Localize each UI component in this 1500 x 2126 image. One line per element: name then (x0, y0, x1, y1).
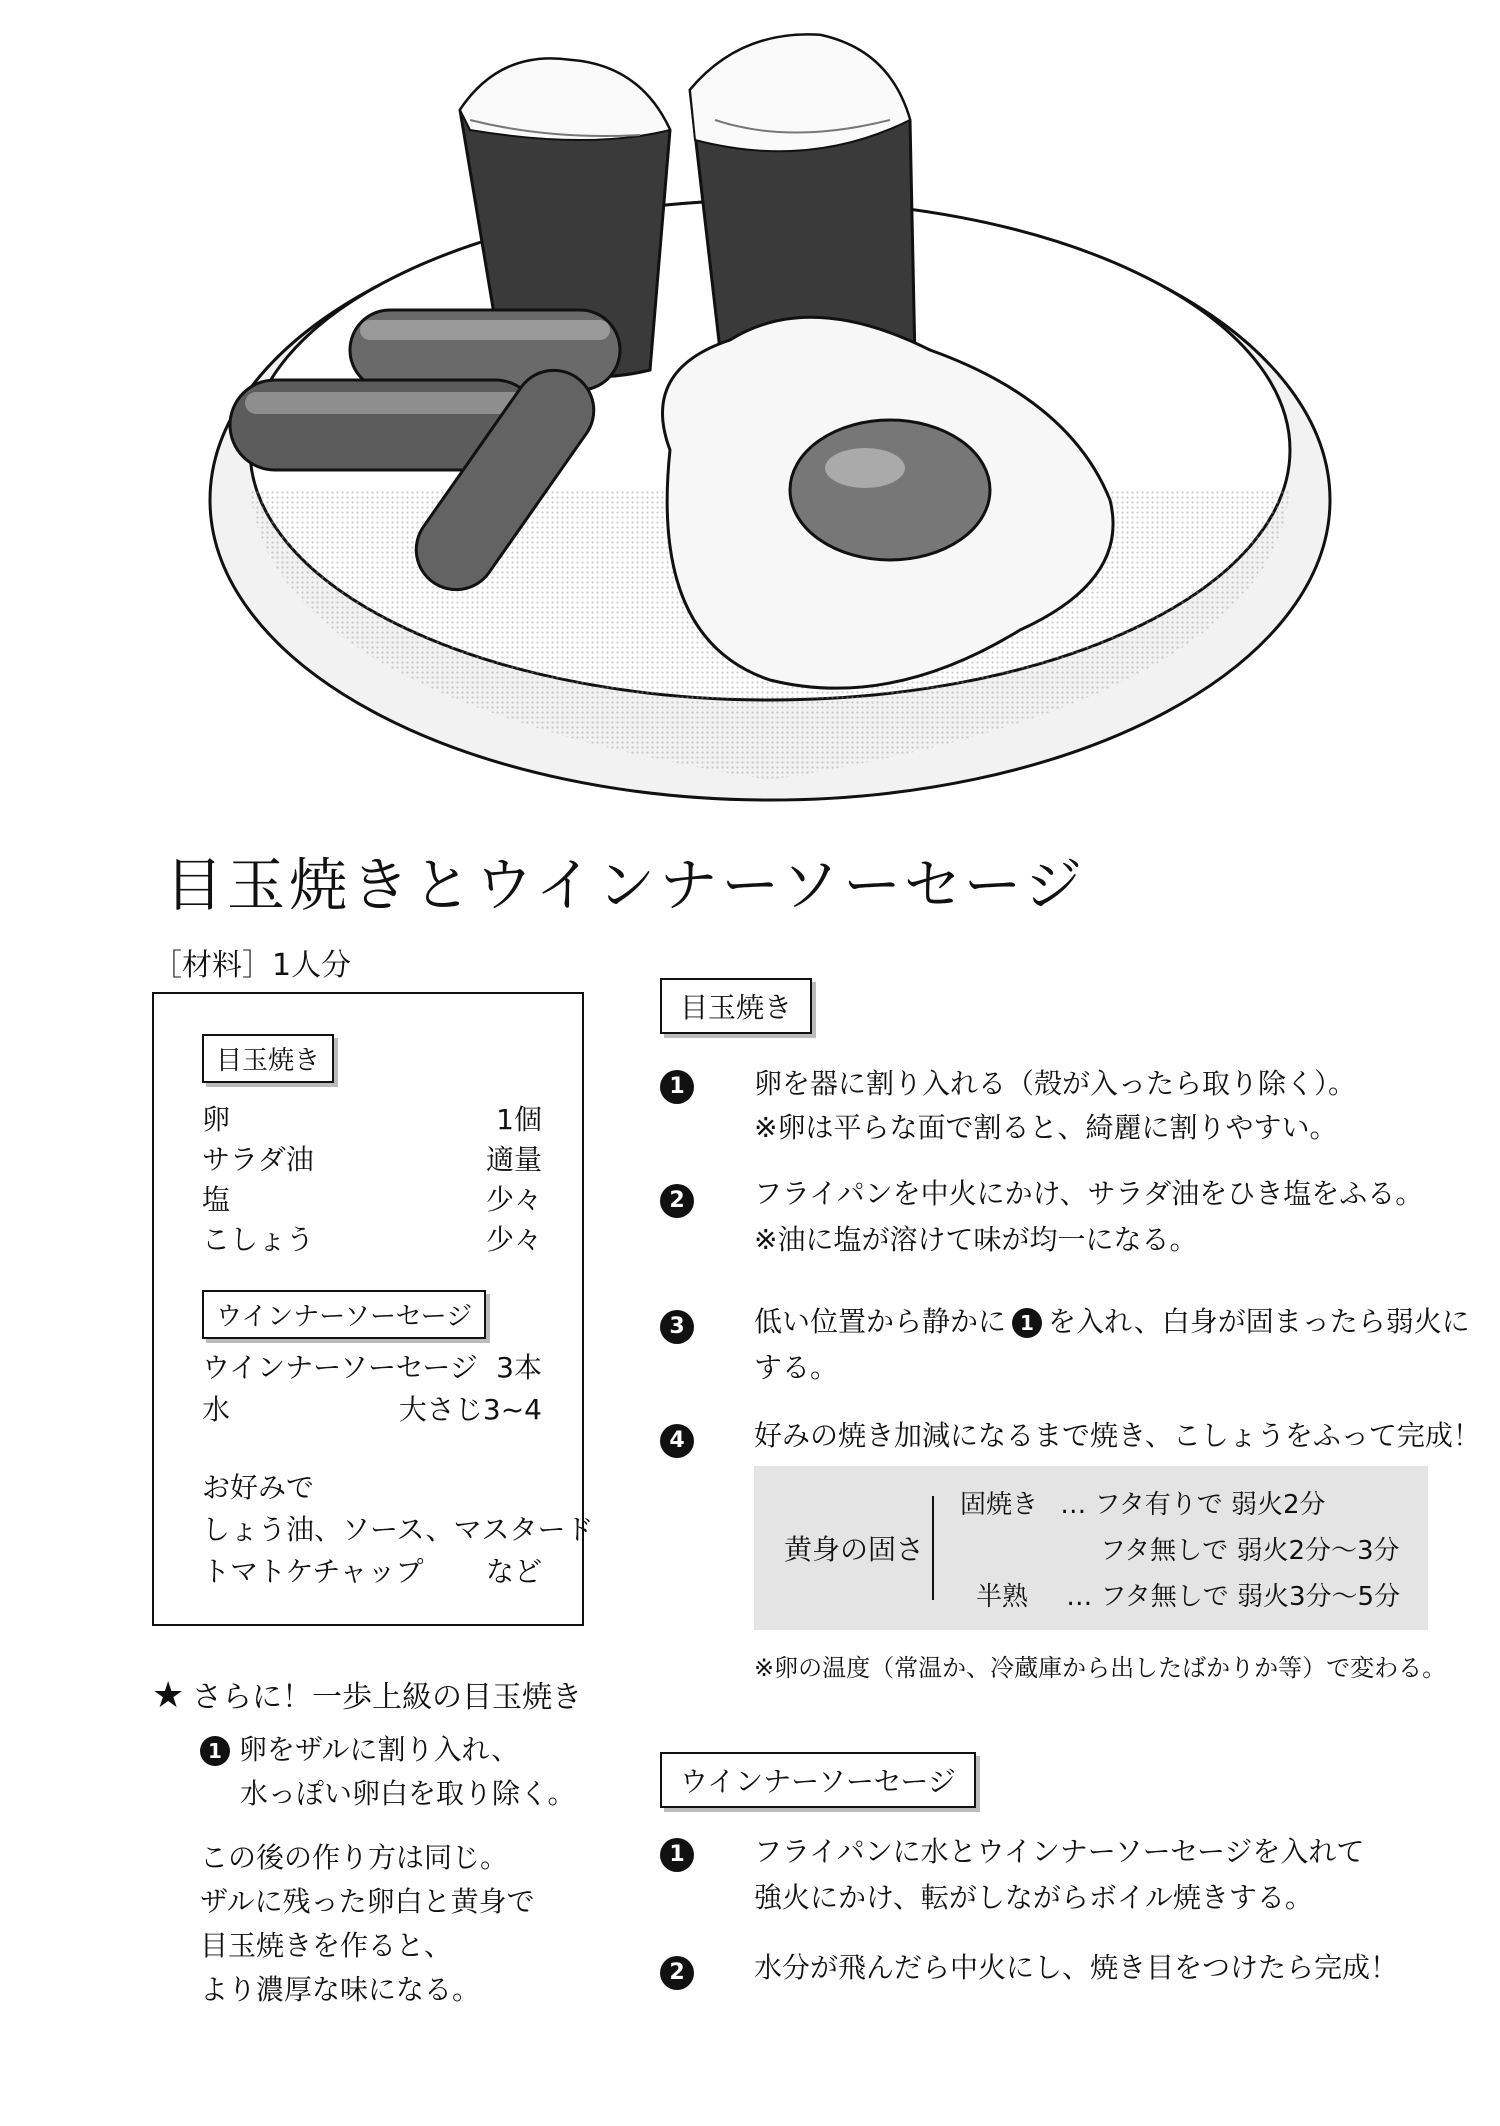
yolk-row: フタ無しで 弱火2分～3分 (1100, 1536, 1400, 1566)
ingredient-row (202, 1138, 542, 1178)
sausage-step-1-line2: 強火にかけ、転がしながらボイル焼きする。 (754, 1881, 1313, 1914)
ingredient-amount: 少々 (485, 1223, 542, 1256)
yolk-type-hard: 固焼き (960, 1490, 1039, 1520)
yolk-row (960, 1484, 1326, 1521)
ingredient-row (202, 1178, 542, 1218)
egg-step-4-line1: 好みの焼き加減になるまで焼き、こしょうをふって完成！ (754, 1419, 1481, 1452)
sausage-step-2-line1: 水分が飛んだら中火にし、焼き目をつけたら完成！ (754, 1951, 1399, 1984)
ingredient-name: 卵 (202, 1103, 231, 1136)
step-number-badge: 4 (660, 1424, 694, 1458)
ingredients-header: ［材料］1人分 (152, 948, 352, 983)
egg-ingredients-label: 目玉焼き (202, 1034, 334, 1083)
step-number-badge: 1 (660, 1070, 694, 1104)
ingredient-name: 水 (202, 1393, 231, 1426)
step-number-badge: 2 (660, 1956, 694, 1990)
tip-line: ザルに残った卵白と黄身で (200, 1885, 535, 1918)
yolk-firmness-label: 黄身の固さ (784, 1533, 925, 1566)
tip-heading (152, 1672, 582, 1716)
recipe-title: 目玉焼きとウインナーソーセージ (165, 851, 1087, 919)
ingredient-name: 塩 (202, 1183, 231, 1216)
egg-step-3-line2: する。 (754, 1351, 839, 1384)
ingredient-amount: 1個 (496, 1103, 542, 1136)
table-divider (932, 1496, 934, 1600)
step-number-badge: 1 (660, 1838, 694, 1872)
ingredient-row (202, 1098, 542, 1138)
optional-label: お好みで (202, 1471, 315, 1504)
yolk-soft-desc: … フタ無しで 弱火3分～5分 (1066, 1582, 1401, 1612)
optional-condiments: しょう油、ソース、マスタード (202, 1513, 594, 1546)
egg-step-3-text: を入れ、白身が固まったら弱火に (1048, 1305, 1470, 1338)
ingredient-row (202, 1218, 542, 1258)
tip-line: この後の作り方は同じ。 (200, 1841, 509, 1874)
ingredient-row (202, 1388, 542, 1428)
yolk-type-soft: 半熟 (976, 1582, 1029, 1612)
star-icon: ★ (152, 1675, 185, 1716)
sausage-ingredients-label: ウインナーソーセージ (202, 1290, 486, 1339)
egg-step-2-line2: ※油に塩が溶けて味が均一になる。 (754, 1223, 1198, 1256)
ingredients-box (152, 992, 594, 1626)
step-ref-badge: 1 (1012, 1308, 1042, 1338)
ingredient-amount: 3本 (496, 1351, 542, 1384)
tip-line: 目玉焼きを作ると、 (200, 1929, 453, 1962)
egg-step-3-text: 低い位置から静かに (754, 1305, 1007, 1338)
yolk-firmness-table (754, 1466, 1428, 1630)
tip-step (200, 1728, 519, 1772)
ingredient-row (202, 1346, 542, 1386)
step-number-badge: 3 (660, 1310, 694, 1344)
optional-suffix: など (485, 1555, 542, 1588)
ingredient-amount: 少々 (485, 1183, 542, 1216)
tip-line: より濃厚な味になる。 (200, 1973, 481, 2006)
ingredient-name: サラダ油 (202, 1143, 314, 1176)
step-number-badge: 2 (660, 1184, 694, 1218)
egg-step-1-line1: 卵を器に割り入れる（殻が入ったら取り除く）。 (754, 1067, 1357, 1100)
ingredient-name: こしょう (202, 1223, 315, 1256)
plate-illustration (170, 20, 1350, 820)
optional-ketchup: トマトケチャップ (202, 1555, 424, 1588)
tip-step-line2: 水っぽい卵白を取り除く。 (240, 1777, 576, 1810)
egg-step-2-line1: フライパンを中火にかけ、サラダ油をひき塩をふる。 (754, 1177, 1424, 1210)
egg-steps-label: 目玉焼き (660, 978, 812, 1034)
yolk-hard-desc: … フタ有りで 弱火2分 (1060, 1490, 1326, 1520)
sausage-step-1-line1: フライパンに水とウインナーソーセージを入れて (754, 1835, 1365, 1868)
optional-row (202, 1550, 542, 1590)
sausage-steps-label: ウインナーソーセージ (660, 1752, 976, 1808)
egg-step-1-line2: ※卵は平らな面で割ると、綺麗に割りやすい。 (754, 1111, 1338, 1144)
egg-temperature-note: ※卵の温度（常温か、冷蔵庫から出したばかりか等）で変わる。 (754, 1654, 1447, 1682)
ingredient-amount: 適量 (485, 1143, 542, 1176)
ingredient-name: ウインナーソーセージ (202, 1351, 478, 1384)
tip-step-line1: 卵をザルに割り入れ、 (238, 1733, 520, 1766)
ingredient-amount: 大さじ3~4 (398, 1393, 542, 1426)
egg-step-3-line1 (754, 1300, 1470, 1344)
yolk-row (976, 1576, 1400, 1613)
step-number-badge: 1 (200, 1736, 230, 1766)
tip-heading-text: さらに！一歩上級の目玉焼き (192, 1680, 582, 1715)
